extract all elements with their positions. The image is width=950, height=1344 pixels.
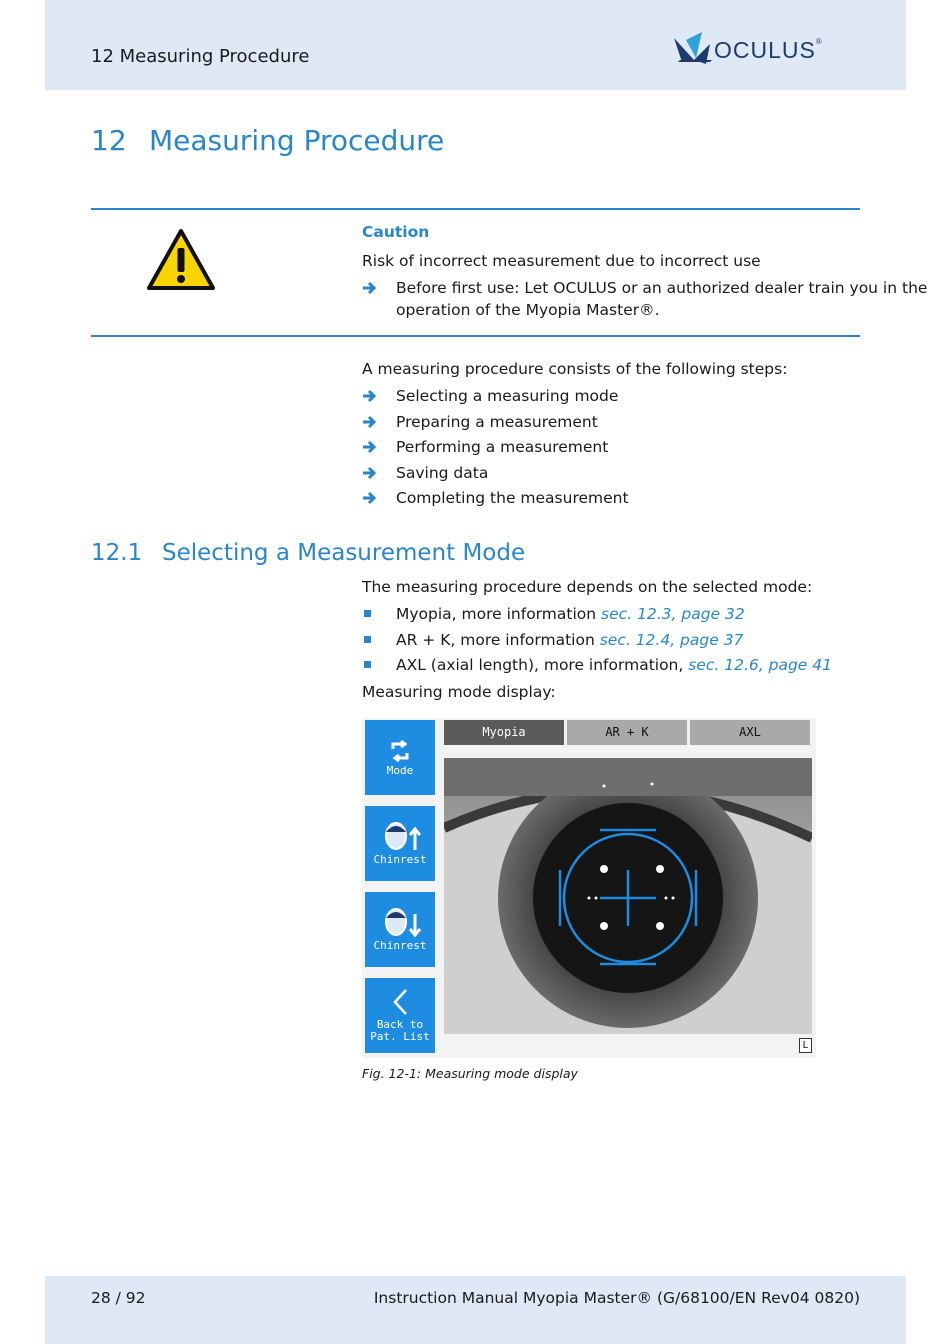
warning-triangle-icon: [146, 228, 216, 292]
oculus-logo: [672, 30, 862, 70]
mode-button-label: Mode: [386, 764, 414, 777]
chinrest-up-icon: [381, 820, 421, 852]
measuring-mode-screenshot: [362, 718, 816, 1058]
cross-reference-link[interactable]: sec. 12.3, page 32: [601, 605, 745, 623]
document-reference: Instruction Manual Myopia Master® (G/68100/EN Rev04 0820): [373, 1289, 860, 1307]
mode-item-text: AR + K, more information: [396, 630, 600, 649]
eye-side-indicator: L: [799, 1038, 812, 1053]
bullet-square-icon: [364, 636, 371, 643]
arrow-right-icon: [362, 280, 378, 296]
oculus-logo-text: OCULUS®: [714, 37, 823, 63]
procedure-step-label: Selecting a measuring mode: [396, 387, 619, 405]
arrow-right-icon: [362, 414, 378, 430]
procedure-step: [362, 436, 629, 462]
procedure-step-label: Performing a measurement: [396, 438, 609, 457]
mode-item: [362, 629, 832, 655]
caution-action-line1: Before first use: Let OCULUS or an authorized dealer train you in the: [396, 279, 928, 297]
cross-reference-link[interactable]: sec. 12.4, page 37: [599, 630, 744, 649]
caution-action: [362, 277, 927, 325]
tab-axl[interactable]: AXL: [690, 720, 810, 745]
arrow-right-icon: [362, 490, 378, 506]
chinrest-down-button[interactable]: [365, 892, 435, 967]
procedure-steps-list: [362, 385, 629, 513]
caution-top-rule: [91, 208, 860, 210]
section-title: [91, 540, 525, 566]
display-label: Measuring mode display:: [362, 683, 556, 701]
section-number: 12.1: [91, 540, 143, 566]
caution-title: Caution: [362, 223, 430, 241]
chinrest-down-label: Chinrest: [373, 939, 427, 952]
procedure-step: [362, 411, 629, 437]
chapter-number: 12: [91, 124, 127, 157]
figure-caption: Fig. 12-1: Measuring mode display: [362, 1066, 578, 1081]
eye-camera-image: [444, 758, 812, 1034]
procedure-step-label: Preparing a measurement: [396, 412, 598, 431]
procedure-step: [362, 385, 629, 411]
procedure-intro: A measuring procedure consists of the following steps:: [362, 360, 788, 378]
chinrest-down-icon: [381, 906, 421, 938]
procedure-step: [362, 487, 629, 513]
arrow-right-icon: [362, 439, 378, 455]
back-label-line1: Back to: [376, 1018, 424, 1031]
oculus-logo-mark-icon: [672, 30, 716, 70]
back-label-line2: Pat. List: [370, 1030, 430, 1043]
tab-myopia[interactable]: Myopia: [444, 720, 564, 745]
back-to-patient-list-button[interactable]: [365, 978, 435, 1053]
arrow-right-icon: [362, 465, 378, 481]
bullet-square-icon: [364, 610, 371, 617]
page-number: 28 / 92: [91, 1289, 146, 1307]
cross-reference-link[interactable]: sec. 12.6, page 41: [688, 656, 832, 675]
chapter-title-text: Measuring Procedure: [149, 124, 445, 157]
back-chevron-icon: [391, 988, 409, 1016]
bullet-square-icon: [364, 661, 371, 668]
mode-switch-icon: [390, 740, 410, 762]
caution-action-list: [362, 277, 927, 325]
procedure-step-label: Saving data: [396, 463, 489, 482]
tab-ar-k[interactable]: AR + K: [567, 720, 687, 745]
footer-band: [45, 1276, 906, 1344]
chinrest-up-label: Chinrest: [373, 853, 427, 866]
chapter-title: [91, 124, 444, 157]
arrow-right-icon: [362, 388, 378, 404]
mode-button[interactable]: [365, 720, 435, 795]
caution-action-line2: operation of the Myopia Master®.: [396, 301, 660, 319]
running-header-title: 12 Measuring Procedure: [91, 46, 310, 67]
chinrest-up-button[interactable]: [365, 806, 435, 881]
caution-text: Risk of incorrect measurement due to incorrect use: [362, 252, 761, 270]
mode-item-text: Myopia, more information: [396, 605, 601, 623]
caution-bottom-rule: [91, 335, 860, 337]
section-intro: The measuring procedure depends on the selected mode:: [362, 578, 813, 596]
procedure-step-label: Completing the measurement: [396, 489, 629, 508]
section-title-text: Selecting a Measurement Mode: [162, 540, 526, 566]
modes-list: [362, 603, 832, 680]
mode-item: [362, 603, 832, 629]
mode-item-text: AXL (axial length), more information,: [396, 656, 689, 675]
procedure-step: [362, 462, 629, 488]
mode-item: [362, 654, 832, 680]
